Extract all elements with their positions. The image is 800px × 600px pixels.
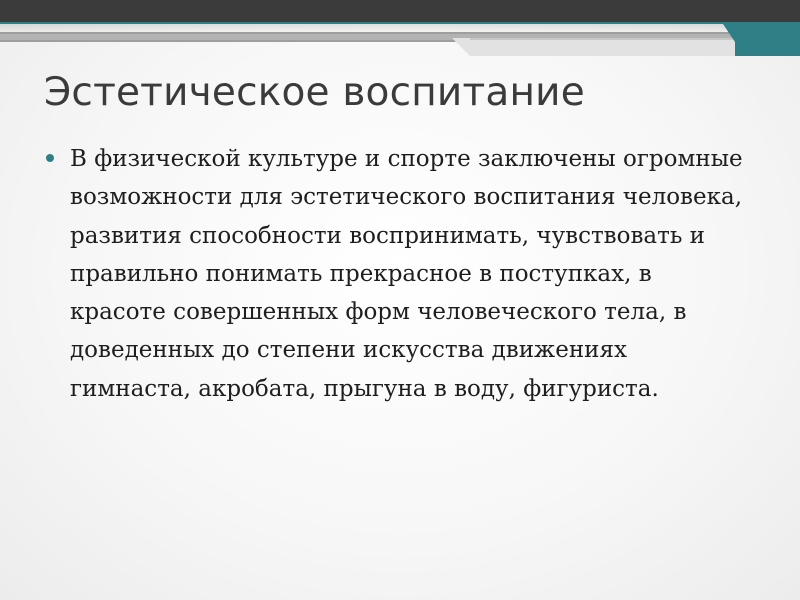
decorative-corner-triangle — [723, 24, 735, 42]
slide-title: Эстетическое воспитание — [44, 70, 585, 115]
slide-content — [44, 140, 744, 408]
decorative-tab-line — [470, 38, 735, 40]
decorative-tab — [470, 38, 735, 56]
bullet-text: В физической культуре и спорте заключены огромные возможности для эстетического воспитания человека, развития способности воспринимать, чувствовать и правильно понимать прекрасное в поступках, в красоте совершенных форм человеческого тела, в доведенных до степени искусства движениях гимнаста, акробата, прыгуна в воду, фигуриста. — [70, 146, 743, 402]
header-bar — [0, 0, 800, 22]
dot-icon — [46, 154, 54, 162]
decorative-corner-block — [735, 24, 800, 56]
bullet-item — [44, 140, 744, 408]
